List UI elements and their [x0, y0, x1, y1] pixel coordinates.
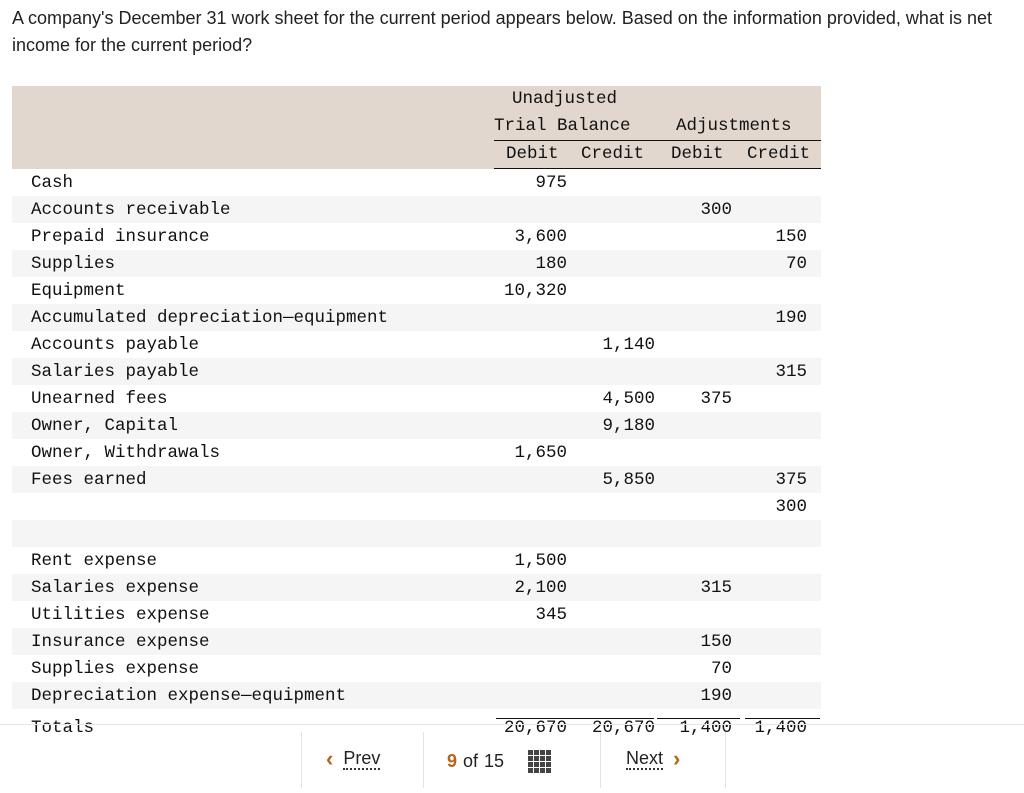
amount-tb-credit: 4,500 [602, 388, 655, 409]
account-name: Owner, Withdrawals [31, 442, 221, 463]
account-name: Salaries expense [31, 577, 200, 598]
chevron-left-icon: ‹ [326, 746, 334, 771]
next-button[interactable] [626, 748, 680, 770]
account-name: Utilities expense [31, 604, 210, 625]
account-name: Prepaid insurance [31, 226, 210, 247]
header-trial-balance: Trial Balance [494, 116, 631, 136]
amount-adj-debit: 70 [710, 658, 732, 679]
account-name: Unearned fees [31, 388, 168, 409]
table-row [12, 601, 821, 628]
account-name: Salaries payable [31, 361, 200, 382]
total-adj-credit: 1,400 [732, 718, 807, 738]
amount-tb-debit: 1,650 [514, 442, 567, 463]
amount-adj-debit: 375 [700, 388, 732, 409]
account-name: Fees earned [31, 469, 147, 490]
table-row [12, 412, 821, 439]
table-row [12, 466, 821, 493]
header-unadjusted: Unadjusted [512, 89, 618, 109]
header-tb-credit: Credit [581, 144, 645, 164]
table-row [12, 439, 821, 466]
footer-divider [0, 724, 1024, 725]
header-adjustments: Adjustments [676, 116, 792, 136]
amount-adj-credit: 190 [775, 307, 807, 328]
amount-tb-credit: 1,140 [602, 334, 655, 355]
amount-adj-debit: 315 [700, 577, 732, 598]
account-name: Equipment [31, 280, 126, 301]
pagination-bar [0, 732, 1024, 788]
table-row [12, 277, 821, 304]
amount-adj-credit: 70 [785, 253, 807, 274]
amount-tb-debit: 345 [535, 604, 567, 625]
amount-tb-debit: 3,600 [514, 226, 567, 247]
account-name: Owner, Capital [31, 415, 179, 436]
amount-tb-debit: 1,500 [514, 550, 567, 571]
table-row [12, 358, 821, 385]
prev-button[interactable] [326, 748, 380, 770]
grid-icon[interactable] [528, 750, 551, 773]
page-of-label: of [463, 751, 479, 771]
table-row [12, 331, 821, 358]
table-row [12, 520, 821, 547]
total-tb-credit: 20,670 [567, 718, 655, 738]
amount-adj-credit: 375 [775, 469, 807, 490]
table-row [12, 250, 821, 277]
amount-adj-credit: 315 [775, 361, 807, 382]
amount-adj-debit: 150 [700, 631, 732, 652]
account-name: Supplies expense [31, 658, 200, 679]
table-row [12, 196, 821, 223]
amount-adj-debit: 190 [700, 685, 732, 706]
account-name: Accumulated depreciation—equipment [31, 307, 389, 328]
table-row [12, 574, 821, 601]
header-column-underline [494, 168, 821, 169]
table-row [12, 628, 821, 655]
table-row [12, 304, 821, 331]
nav-separator [423, 732, 424, 788]
table-row [12, 169, 821, 196]
account-name: Supplies [31, 253, 116, 274]
amount-tb-credit: 5,850 [602, 469, 655, 490]
nav-separator [600, 732, 601, 788]
amount-tb-debit: 975 [535, 172, 567, 193]
total-tb-debit: 20,670 [494, 718, 567, 738]
amount-adj-credit: 300 [775, 496, 807, 517]
account-name: Cash [31, 172, 74, 193]
amount-tb-credit: 9,180 [602, 415, 655, 436]
table-row [12, 655, 821, 682]
prev-label: Prev [343, 748, 381, 768]
account-name: Depreciation expense—equipment [31, 685, 347, 706]
total-adj-debit: 1,400 [655, 718, 732, 738]
nav-separator [301, 732, 302, 788]
table-header [12, 86, 821, 169]
amount-tb-debit: 10,320 [503, 280, 567, 301]
table-row [12, 223, 821, 250]
current-page: 9 [447, 751, 458, 771]
table-row [12, 493, 821, 520]
total-pages: 15 [484, 751, 505, 771]
work-sheet-table [12, 86, 821, 744]
page-indicator [447, 750, 551, 773]
amount-adj-debit: 300 [700, 199, 732, 220]
header-adj-debit: Debit [671, 144, 724, 164]
account-name: Insurance expense [31, 631, 210, 652]
question-text: A company's December 31 work sheet for the current period appears below. Based on the information provided, what is net income for the current period? [12, 8, 992, 55]
table-row [12, 547, 821, 574]
amount-tb-debit: 2,100 [514, 577, 567, 598]
header-tb-debit: Debit [506, 144, 559, 164]
table-row [12, 385, 821, 412]
next-label: Next [626, 748, 664, 768]
nav-separator [725, 732, 726, 788]
account-name: Rent expense [31, 550, 158, 571]
amount-tb-debit: 180 [535, 253, 567, 274]
account-name: Accounts receivable [31, 199, 231, 220]
table-body [12, 169, 821, 744]
chevron-right-icon: › [673, 746, 681, 771]
totals-label: Totals [31, 718, 95, 738]
header-adj-credit: Credit [747, 144, 811, 164]
amount-adj-credit: 150 [775, 226, 807, 247]
account-name: Accounts payable [31, 334, 200, 355]
header-group-underline [494, 140, 821, 141]
table-row [12, 682, 821, 709]
